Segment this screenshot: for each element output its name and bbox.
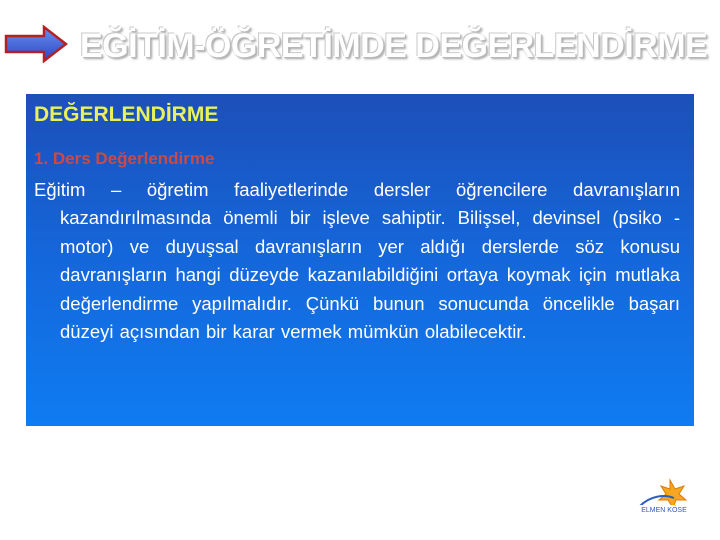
slide-title: EĞİTİM-ÖĞRETİMDE DEĞERLENDİRME [80, 27, 708, 65]
subsection-heading: 1. Ders Değerlendirme [34, 149, 215, 168]
content-box [26, 94, 694, 426]
section-heading: DEĞERLENDİRME [34, 103, 219, 126]
logo-graphic [626, 476, 700, 520]
logo-text: ELMEN KÖSE [641, 507, 687, 514]
logo-icon [626, 476, 700, 520]
body-paragraph: Eğitim – öğretim faaliyetlerinde dersler öğrencilere davranışların kazandırılmasında önemli bir işleve sahiptir. Bilişsel, devinsel (psiko - motor) ve duyuşsal davranışların yer aldığı derslerde söz konusu davranışların hangi düzeyde kazanılabildiğini ortaya koymak için mutlaka değerlendirme yapılmalıdır. Çünkü bunun sonucunda öncelikle başarı düzeyi açısından bir karar vermek mümkün olabilecektir. [34, 179, 680, 343]
right-arrow-icon [4, 24, 68, 64]
